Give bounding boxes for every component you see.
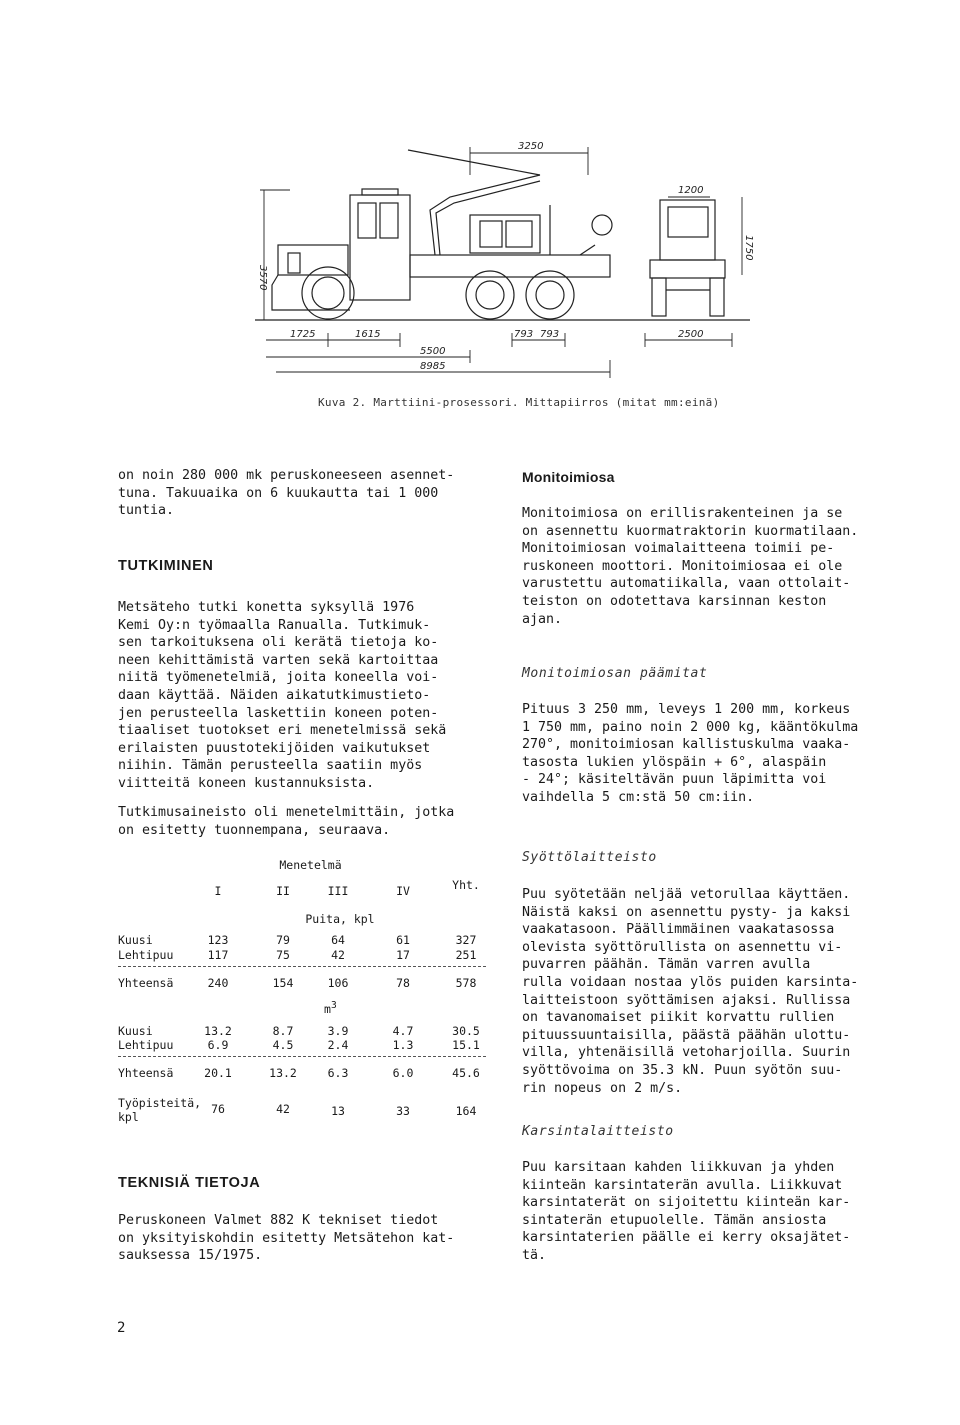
heading-tutkiminen: TUTKIMINEN: [118, 558, 214, 574]
dim-label-793a: 793: [514, 329, 534, 340]
unit-sup: 3: [330, 1000, 337, 1011]
table-cell: 15.1: [452, 1038, 480, 1052]
dim-label-1200: 1200: [678, 185, 704, 196]
text-line: sintaterän etupuolelle. Tämän ansiosta: [522, 1212, 827, 1228]
text-line: on tavanomaiset piikit korvattu rullien: [522, 1010, 835, 1026]
table-cell: 42: [331, 948, 345, 962]
text-line: olevista syöttörullista on asennettu vi-: [522, 939, 843, 955]
front-wheel-hub: [312, 277, 344, 309]
table-cell: 20.1: [204, 1066, 232, 1080]
dim-label-1615: 1615: [355, 329, 381, 340]
text-line: Puu syötetään neljää vetorullaa käyttäen.: [522, 887, 851, 902]
text-line: jen perusteella laskettiin koneen poten-: [118, 705, 439, 721]
grapple-arm: [580, 245, 595, 255]
text-line: on esitetty tuonnempana, seuraava.: [118, 822, 391, 838]
cab-roof: [362, 189, 398, 195]
text-line: Näistä kaksi on asennettu pysty- ja kaksi: [522, 904, 851, 920]
text-line: Monitoimiosan voimalaitteena toimii pe-: [522, 541, 835, 557]
text-line: niihin. Tämän perusteella saatiin myös: [118, 758, 423, 774]
table-cell: 13: [331, 1104, 345, 1118]
text-line: on noin 280 000 mk peruskoneeseen asennet-: [118, 468, 455, 483]
text-line: 1 750 mm, paino noin 2 000 kg, kääntökulma: [522, 719, 859, 735]
text-line: syöttövoima on 35.3 kN. Puun syötön suu-: [522, 1062, 843, 1078]
row-label: Yhteensä: [118, 976, 174, 990]
dim-label-793b: 793: [540, 329, 560, 340]
syotto-paragraph: [522, 886, 858, 1097]
table-cell: 578: [455, 976, 477, 990]
row-label: Kuusi: [118, 1024, 153, 1038]
table-cell: 45.6: [452, 1066, 480, 1080]
table-cell: 4.5: [272, 1038, 294, 1052]
table-cell: 3.9: [327, 1024, 349, 1038]
table-cell: 327: [455, 933, 477, 947]
row-label: kpl: [118, 1110, 139, 1124]
text-line: neen kehittämistä varten sekä kartoittaa: [118, 652, 439, 668]
intro-paragraph: [118, 467, 454, 520]
cab-window-1: [358, 203, 376, 238]
crane-arm: [408, 150, 540, 175]
text-line: Pituus 3 250 mm, leveys 1 200 mm, korkeus: [522, 702, 851, 717]
table-cell: 240: [207, 976, 229, 990]
text-line: sauksessa 15/1975.: [118, 1248, 263, 1264]
subheading-syotto: Syöttölaitteisto: [522, 850, 657, 865]
unit-m: m: [324, 1001, 331, 1016]
table-cell: 33: [396, 1104, 410, 1118]
rear-view-wheel-left: [652, 278, 666, 316]
text-line: viitteitä koneen kustannuksista.: [118, 775, 375, 791]
text-line: Metsäteho tutki konetta syksyllä 1976: [118, 600, 415, 615]
text-line: Peruskoneen Valmet 882 K tekniset tiedot: [118, 1213, 439, 1228]
text-line: on asennettu kuormatraktorin kuormatilaan.: [522, 523, 859, 539]
dim-label-3250: 3250: [518, 141, 544, 152]
table-cell: 154: [272, 976, 294, 990]
text-line: vaakatasoon. Päällimmäinen vaakatasossa: [522, 922, 835, 938]
table-cell: 78: [396, 976, 410, 990]
table-cell: 61: [396, 933, 410, 947]
grapple: [592, 215, 612, 235]
col-label-III: III: [327, 884, 349, 898]
rear-view-base: [650, 260, 725, 278]
text-line: ruskoneen moottori. Monitoimiosaa ei ole: [522, 558, 843, 574]
table-cell: 1.3: [392, 1038, 414, 1052]
table-cell: 164: [455, 1104, 477, 1118]
aineisto-paragraph: [118, 804, 454, 839]
page-number: 2: [117, 1320, 126, 1336]
table-cell: 6.9: [207, 1038, 229, 1052]
row-label: Yhteensä: [118, 1066, 174, 1080]
text-line: Monitoimiosa on erillisrakenteinen ja se: [522, 506, 843, 521]
table-header-menetelma: Menetelmä: [279, 858, 342, 872]
text-line: sen tarkoituksena oli kerätä tietoja ko-: [118, 635, 439, 651]
table-divider: [118, 1056, 486, 1057]
table-cell: 76: [211, 1102, 225, 1116]
text-line: ajan.: [522, 611, 563, 627]
table-cell: 117: [207, 948, 229, 962]
rear-wheel-1: [466, 271, 514, 319]
text-line: on yksityiskohdin esitetty Metsätehon kat-: [118, 1230, 455, 1246]
col-label-IV: IV: [396, 884, 410, 898]
table-cell: 2.4: [327, 1038, 349, 1052]
dim-label-1725: 1725: [290, 329, 316, 340]
table-cell: 6.0: [392, 1066, 414, 1080]
methods-table: [118, 860, 490, 1135]
table-cell: 13.2: [204, 1024, 232, 1038]
unit-label-m3: [324, 1000, 337, 1016]
table-cell: 251: [455, 948, 477, 962]
text-line: karsintaterien päälle ei kerry oksajätet-: [522, 1230, 851, 1246]
table-cell: 64: [331, 933, 345, 947]
dim-label-1750: 1750: [743, 235, 754, 261]
rear-view-wheel-right: [710, 278, 724, 316]
tekniset-paragraph: [118, 1212, 454, 1265]
text-line: tuna. Takuuaika on 6 kuukautta tai 1 000: [118, 485, 439, 501]
machine-drawing: [250, 135, 755, 380]
rear-wheel-1-hub: [476, 281, 504, 309]
text-line: tasosta lukien ylöspäin + 6°, alaspäin: [522, 754, 827, 770]
table-cell: 6.3: [327, 1066, 349, 1080]
karsinta-paragraph: [522, 1159, 850, 1265]
table-cell: 13.2: [269, 1066, 297, 1080]
text-line: erilaisten puustotekijöiden vaikutukset: [118, 740, 431, 756]
text-line: daan käyttää. Näiden aikatutkimustieto-: [118, 687, 431, 703]
dim-label-8985: 8985: [420, 361, 446, 372]
col-label-II: II: [276, 884, 290, 898]
rear-wheel-2: [526, 271, 574, 319]
machine-drawing-svg: [250, 135, 755, 380]
row-label: Lehtipuu: [118, 1038, 174, 1052]
row-label: Kuusi: [118, 933, 153, 947]
table-cell: 123: [207, 933, 229, 947]
row-label: Työpisteitä,: [118, 1096, 202, 1110]
text-line: laitteistoon syöttämisen ajaksi. Rullissa: [522, 992, 851, 1008]
text-line: varustettu automatiikalla, vaan ottolait-: [522, 576, 851, 592]
processor-part-1: [480, 221, 502, 247]
col-label-total: Yht.: [452, 878, 480, 892]
tutkiminen-paragraph: [118, 599, 446, 793]
text-line: 270°, monitoimiosan kallistuskulma vaaka-: [522, 737, 851, 753]
table-cell: 8.7: [272, 1024, 294, 1038]
table-cell: 4.7: [392, 1024, 414, 1038]
dim-label-5500: 5500: [420, 346, 446, 357]
text-line: karsintaterät on sijoitettu kiinteän kar-: [522, 1195, 851, 1211]
dim-label-3570: 3570: [257, 265, 268, 291]
text-line: kiinteän karsintaterän avulla. Liikkuvat: [522, 1177, 843, 1193]
cab-window-2: [380, 203, 398, 238]
table-divider: [118, 966, 486, 967]
rear-view-rollers: [668, 207, 708, 237]
table-cell: 17: [396, 948, 410, 962]
text-line: rin nopeus on 2 m/s.: [522, 1080, 683, 1096]
text-line: Puu karsitaan kahden liikkuvan ja yhden: [522, 1160, 835, 1175]
text-line: - 24°; käsiteltävän puun läpimitta voi: [522, 772, 827, 788]
text-line: vaihdella 5 cm:stä 50 cm:iin.: [522, 789, 755, 805]
heading-tekniset: TEKNISIÄ TIETOJA: [118, 1175, 261, 1191]
table-cell: 30.5: [452, 1024, 480, 1038]
table-cell: 79: [276, 933, 290, 947]
row-label: Lehtipuu: [118, 948, 174, 962]
grille: [288, 253, 300, 273]
text-line: Kemi Oy:n työmaalla Ranualla. Tutkimuk-: [118, 617, 431, 633]
rear-frame: [410, 255, 610, 277]
subheading-paamitat: Monitoimiosan päämitat: [522, 666, 708, 681]
table-cell: 106: [327, 976, 349, 990]
text-line: villa, yhtenäisillä vetoharjoilla. Suurin: [522, 1045, 851, 1061]
unit-label-kpl: Puita, kpl: [305, 912, 375, 926]
table-cell: 42: [276, 1102, 290, 1116]
dim-label-2500: 2500: [678, 329, 704, 340]
text-line: rulla voidaan nostaa ylös puiden karsinta-: [522, 974, 859, 990]
monitoimiosa-paragraph: [522, 505, 858, 628]
crane-boom-2: [436, 181, 540, 255]
col-label-I: I: [214, 884, 222, 898]
rear-wheel-2-hub: [536, 281, 564, 309]
text-line: niitä työmenetelmiä, joita koneella voi-: [118, 670, 439, 686]
subheading-karsinta: Karsintalaitteisto: [522, 1124, 674, 1139]
text-line: puvarren päähän. Tämän varren avulla: [522, 957, 811, 973]
text-line: tiaaliset tuotokset eri menetelmissä sekä: [118, 723, 447, 739]
text-line: teiston on odotettava karsinnan keston: [522, 593, 827, 609]
paamitat-paragraph: [522, 701, 858, 807]
processor-part-2: [506, 221, 532, 247]
text-line: Tutkimusaineisto oli menetelmittäin, jotka: [118, 805, 455, 820]
figure-caption: Kuva 2. Marttiini-prosessori. Mittapiirros (mitat mm:einä): [318, 396, 720, 409]
heading-monitoimiosa: Monitoimiosa: [522, 469, 615, 485]
table-cell: 75: [276, 948, 290, 962]
text-line: tä.: [522, 1247, 547, 1263]
text-line: tuntia.: [118, 503, 175, 519]
text-line: pituussuuntaisilla, päästä päähän ulottu-: [522, 1027, 851, 1043]
